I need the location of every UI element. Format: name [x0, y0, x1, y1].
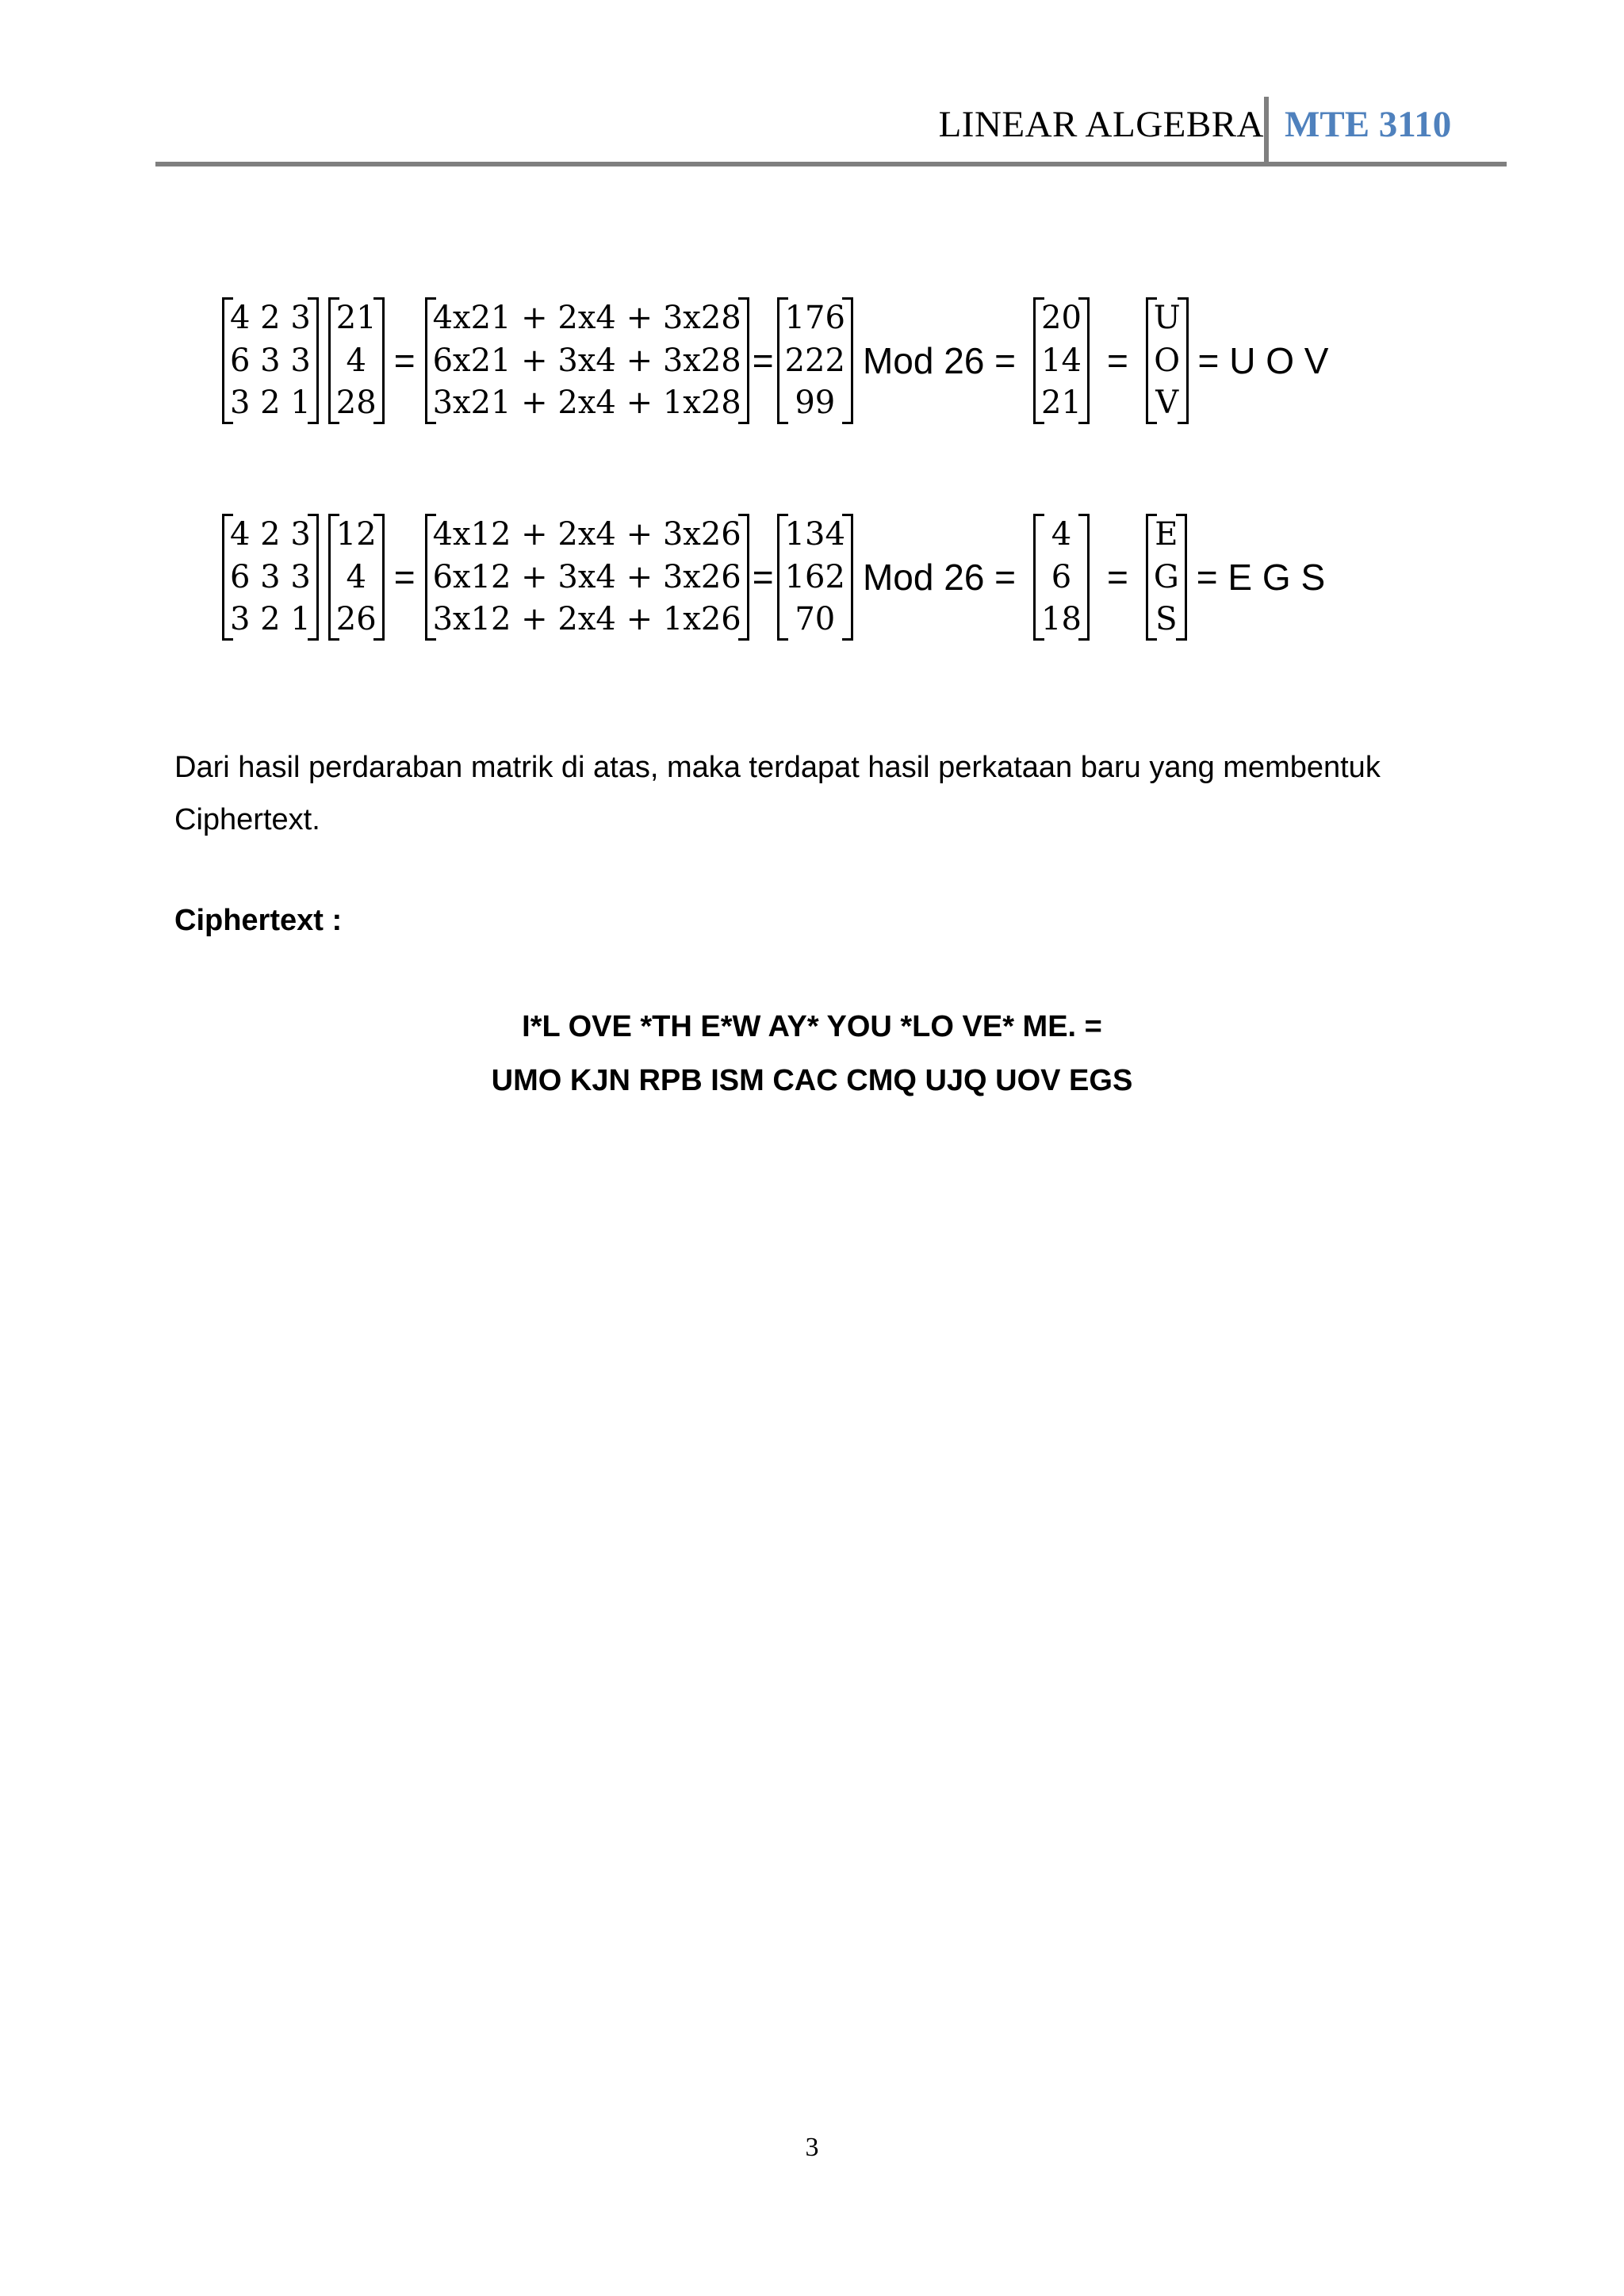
header-title: LINEAR ALGEBRA [938, 104, 1264, 145]
plaintext-line: I*L OVE *TH E*W AY* YOU *LO VE* ME. = [522, 1010, 1102, 1043]
ciphertext-line: UMO KJN RPB ISM CAC CMQ UJQ UOV EGS [491, 1064, 1133, 1097]
vector-entry: U [1153, 300, 1181, 336]
header-divider [1264, 97, 1269, 163]
vector-entry: 21 [335, 300, 377, 336]
product-vector [777, 514, 853, 641]
letter-vector [1146, 514, 1187, 641]
matrix-equation-2 [222, 514, 1335, 641]
plaintext-vector [328, 297, 385, 424]
mod-label: Mod 26 = [862, 557, 1017, 598]
vector-entry: 12 [335, 516, 377, 553]
mod-label: Mod 26 = [862, 340, 1017, 381]
result-text: = E G S [1196, 557, 1326, 598]
vector-entry: 28 [335, 385, 377, 421]
vector-entry: G [1153, 558, 1179, 595]
equals-sign: = [1106, 557, 1128, 598]
paragraph-line: Ciphertext. [174, 803, 320, 836]
vector-entry: 4 [346, 558, 366, 595]
vector-entry: 176 [784, 300, 845, 336]
vector-entry: E [1155, 516, 1178, 553]
explanation-paragraph [174, 741, 1522, 846]
matrix-row: 4 2 3 [230, 516, 311, 553]
key-matrix [222, 297, 319, 424]
vector-entry: 70 [795, 601, 836, 637]
paragraph-line: Dari hasil perdaraban matrik di atas, maka terdapat hasil perkataan baru yang membentuk [174, 751, 1381, 784]
matrix-row: 4 2 3 [230, 300, 311, 336]
expanded-row: 6x12 + 3x4 + 3x26 [432, 558, 741, 595]
vector-entry: V [1155, 385, 1179, 421]
vector-entry: 14 [1041, 342, 1082, 379]
expanded-row: 3x21 + 2x4 + 1x28 [432, 385, 741, 421]
vector-entry: 99 [795, 385, 836, 421]
vector-entry: 20 [1041, 300, 1082, 336]
result-text: = U O V [1197, 340, 1329, 381]
vector-entry: S [1155, 601, 1178, 637]
matrix-row: 3 2 1 [230, 385, 311, 421]
vector-entry: 21 [1041, 385, 1082, 421]
expanded-row: 4x21 + 2x4 + 3x28 [432, 300, 741, 336]
vector-entry: 134 [784, 516, 845, 553]
mod-result-vector [1033, 297, 1090, 424]
expanded-product-matrix [425, 514, 749, 641]
matrix-row: 3 2 1 [230, 601, 311, 637]
vector-entry: 18 [1041, 601, 1082, 637]
matrix-equation-1 [222, 297, 1338, 424]
matrix-row: 6 3 3 [230, 342, 311, 379]
expanded-row: 3x12 + 2x4 + 1x26 [432, 601, 741, 637]
plaintext-vector [328, 514, 385, 641]
expanded-row: 4x12 + 2x4 + 3x26 [432, 516, 741, 553]
vector-entry: 4 [1051, 516, 1072, 553]
vector-entry: 4 [346, 342, 366, 379]
equals-sign: = [1106, 340, 1128, 381]
equals-sign: = [393, 340, 416, 381]
expanded-product-matrix [425, 297, 749, 424]
vector-entry: 6 [1051, 558, 1072, 595]
letter-vector [1146, 297, 1189, 424]
ciphertext-heading: Ciphertext : [174, 904, 343, 937]
key-matrix [222, 514, 319, 641]
equals-sign: = [393, 557, 416, 598]
vector-entry: 26 [335, 601, 377, 637]
vector-entry: 222 [784, 342, 845, 379]
header-course-code: MTE 3110 [1285, 104, 1452, 145]
expanded-row: 6x21 + 3x4 + 3x28 [432, 342, 741, 379]
product-vector [777, 297, 853, 424]
equals-sign: = [752, 557, 774, 598]
vector-entry: O [1154, 342, 1181, 379]
equals-sign: = [752, 340, 774, 381]
mod-result-vector [1033, 514, 1090, 641]
vector-entry: 162 [784, 558, 845, 595]
matrix-row: 6 3 3 [230, 558, 311, 595]
page-number: 3 [805, 2133, 819, 2162]
page-header [155, 94, 1507, 166]
